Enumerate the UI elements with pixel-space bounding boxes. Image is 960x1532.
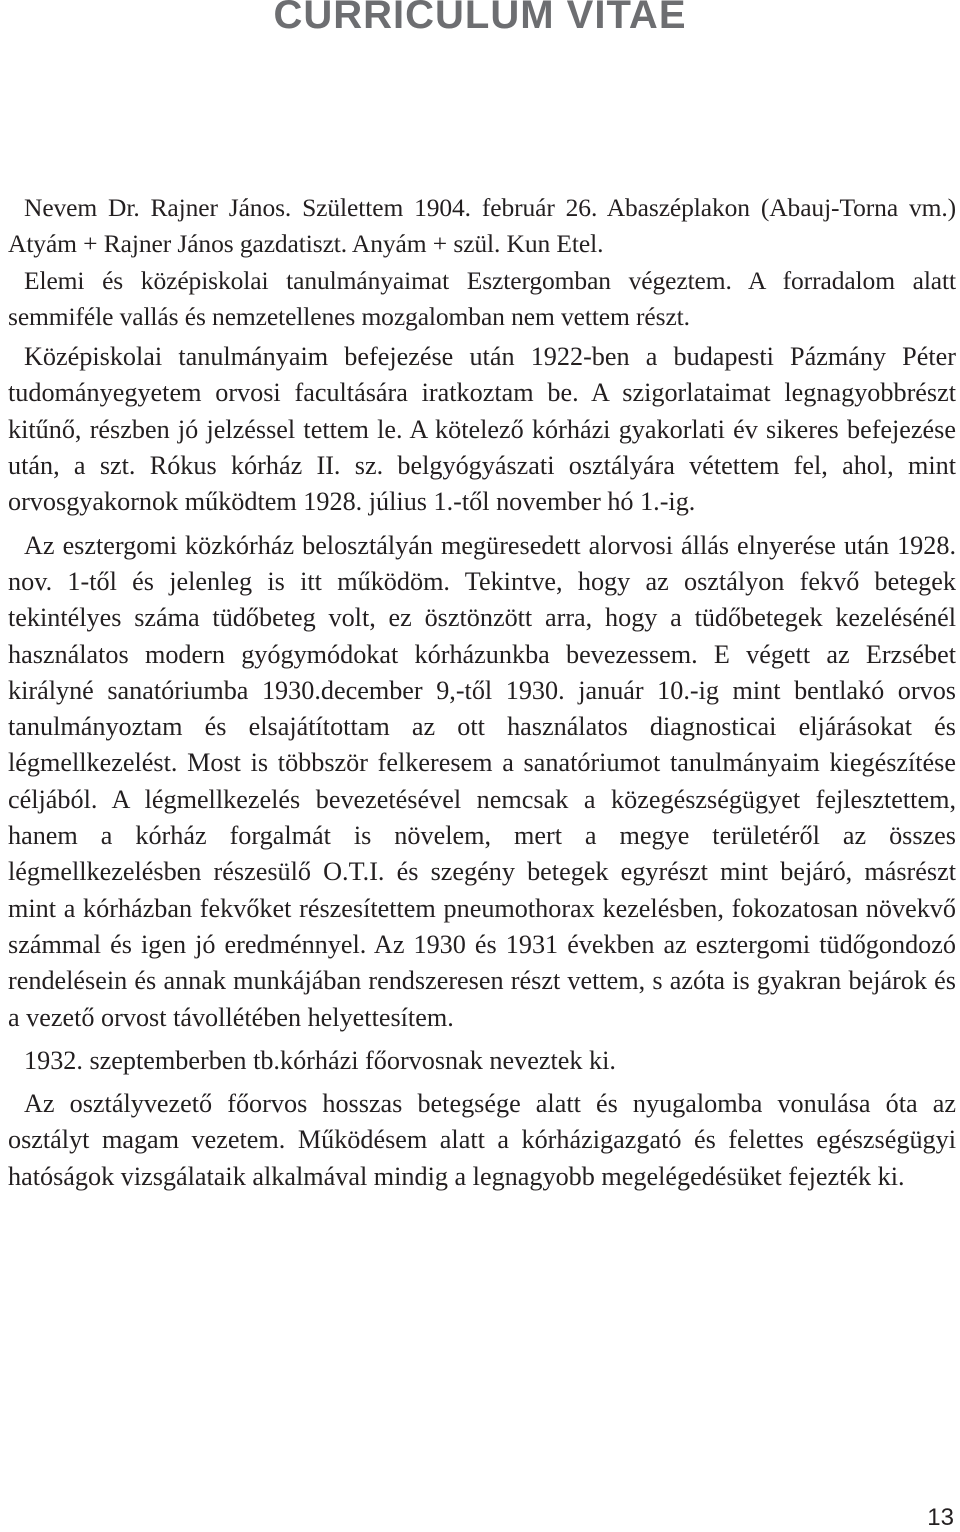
paragraph-university: Középiskolai tanulmányaim befejezése után 1922-ben a budapesti Pázmány Péter tudományegyetem orvosi facultására iratkoztam be. A szigorlataimat legnagyobbrészt kitűnő, részben jó jelzéssel tettem le. A kötelező kórházi gyakorlati év sikeres befejezése után, a szt. Rókus kórház II. sz. belgyógyászati osztályára vétettem fel, ahol, mint orvosgyakornok működtem 1928. július 1.-től november hó 1.-ig.	[8, 342, 956, 517]
paragraph-schooling: Elemi és középiskolai tanulmányaimat Esztergomban végeztem. A forradalom alatt semmiféle vallás és nemzetellenes mozgalomban nem vettem részt.	[8, 265, 956, 331]
paragraph-birth-details: Nevem Dr. Rajner János. Születtem 1904. február 26. Abaszéplakon (Abauj-Torna vm.) Atyám + Rajner János gazdatiszt. Anyám + szül. Kun Etel.	[8, 193, 956, 259]
paragraph-department-head: Az osztályvezető főorvos hosszas betegsége alatt és nyugalomba vonulása óta az osztályt magam vezetem. Működésem alatt a kórházigazgató és felettes egészségügyi hatóságok vizsgálataik alkalmával mindig a legnagyobb megelégedésüket fejezték ki.	[8, 1089, 956, 1191]
page-title: CURRICULUM VITAE	[273, 0, 687, 37]
page-number: 13	[927, 1504, 954, 1531]
paragraph-appointment: 1932. szeptemberben tb.kórházi főorvosnak neveztek ki.	[24, 1045, 616, 1075]
paragraph-hospital-career: Az esztergomi közkórház belosztályán megüresedett alorvosi állás elnyerése után 1928. nov. 1-től és jelenleg is itt működöm. Tekintve, hogy az osztályon fekvő betegek tekintélyes száma tüdőbeteg volt, ez ösztönzött arra, hogy a tüdőbetegek kezelésénél használatos modern gyógymódokat kórházunkba bevezessem. E végett az Erzsébet királyné sanatóriumba 1930.december 9,-től 1930. január 10.-ig mint bentlakó orvos tanulmányoztam és elsajátítottam az ott használatos diagnosticai eljárásokat és légmellkezelést. Most is többször felkeresem a sanatóriumot tanulmányaim kiegészítése céljából. A légmellkezelés bevezetésével nemcsak a közegészségügyet fejlesztettem, hanem a kórház forgalmát is növelem, mert a megye területéről az összes légmellkezelésben részesülő O.T.I. és szegény betegek egyrészt mint bejáró, másrészt mint a kórházban fekvőket részesítettem pneumothorax kezelésben, fokozatosan növekvő számmal és igen jó eredménnyel. Az 1930 és 1931 években az esztergomi tüdőgondozó rendelésein és annak munkájában rendszeresen részt vettem, s azóta is gyakran bejárok és a vezető orvost távollétében helyettesítem.	[8, 530, 956, 1032]
document-body	[8, 190, 956, 1195]
